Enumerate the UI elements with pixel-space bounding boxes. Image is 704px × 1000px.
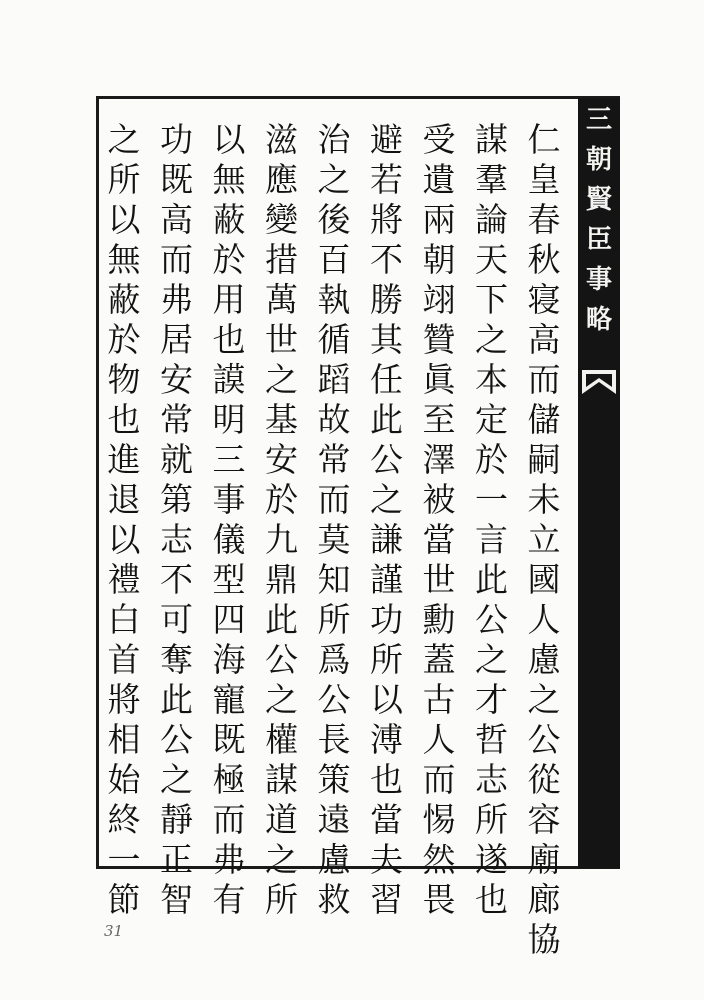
text-char: 謀: [265, 760, 298, 799]
text-char: 基: [265, 400, 298, 439]
text-char: 蔽: [212, 200, 246, 239]
text-char: 溥: [370, 720, 403, 759]
text-char: 以: [212, 120, 246, 159]
text-char: 於: [265, 480, 298, 519]
text-char: 至: [422, 400, 456, 439]
text-char: 之: [265, 360, 298, 399]
text-char: 當: [370, 800, 403, 839]
text-char: 蔽: [107, 280, 141, 319]
text-char: 而: [317, 480, 351, 519]
text-char: 莫: [317, 520, 351, 559]
text-char: 不: [370, 240, 403, 279]
text-char: 應: [265, 160, 298, 199]
text-char: 明: [212, 400, 246, 439]
text-char: 勝: [370, 280, 403, 319]
title-char: 朝: [585, 145, 612, 175]
text-char: 公: [370, 440, 403, 479]
text-column: [314, 120, 354, 919]
text-char: 若: [370, 160, 403, 199]
text-char: 首: [107, 640, 141, 679]
text-char: 從: [527, 760, 561, 799]
text-char: 公: [160, 720, 193, 759]
text-char: 型: [212, 560, 246, 599]
text-char: 故: [317, 400, 351, 439]
text-char: 變: [265, 200, 298, 239]
text-char: 古: [422, 680, 456, 719]
text-char: 而: [160, 240, 193, 279]
text-char: 論: [475, 200, 508, 239]
text-char: 公: [475, 600, 508, 639]
text-char: 始: [107, 760, 141, 799]
text-char: 一: [475, 480, 508, 519]
text-char: 世: [422, 560, 456, 599]
text-char: 措: [265, 240, 298, 279]
text-char: 執: [317, 280, 351, 319]
text-char: 極: [212, 760, 246, 799]
text-char: 遂: [475, 840, 508, 879]
text-char: 廟: [527, 840, 561, 879]
text-char: 權: [265, 720, 298, 759]
text-char: 奪: [160, 640, 193, 679]
text-char: 九: [265, 520, 298, 559]
text-char: 受: [422, 120, 456, 159]
text-char: 夫: [370, 840, 403, 879]
text-char: 功: [370, 600, 403, 639]
text-char: 遺: [422, 160, 456, 199]
text-char: 之: [317, 160, 351, 199]
text-char: 之: [160, 760, 193, 799]
text-char: 仁: [527, 120, 561, 159]
text-char: 所: [475, 800, 508, 839]
text-char: 此: [265, 600, 298, 639]
text-char: 眞: [422, 360, 456, 399]
text-char: 智: [160, 880, 193, 919]
text-char: 於: [107, 320, 141, 359]
text-char: 而: [212, 800, 246, 839]
text-char: 一: [107, 840, 141, 879]
text-char: 高: [160, 200, 193, 239]
text-char: 公: [265, 640, 298, 679]
text-char: 靜: [160, 800, 193, 839]
text-char: 之: [265, 840, 298, 879]
text-char: 畏: [422, 880, 456, 919]
text-char: 所: [317, 600, 351, 639]
text-char: 儲: [527, 400, 561, 439]
text-char: 之: [475, 640, 508, 679]
text-char: 於: [475, 440, 508, 479]
text-char: 朝: [422, 240, 456, 279]
text-char: 廊: [527, 880, 561, 919]
folio-mark: 31: [104, 922, 124, 940]
text-char: 之: [107, 120, 141, 159]
text-char: 於: [212, 240, 246, 279]
text-char: 立: [527, 520, 561, 559]
text-column: [419, 120, 459, 919]
text-char: 無: [212, 160, 246, 199]
text-char: 被: [422, 480, 456, 519]
text-char: 就: [160, 440, 193, 479]
text-char: 治: [317, 120, 351, 159]
book-title-strip: [584, 100, 614, 340]
text-char: 之: [475, 320, 508, 359]
text-char: 救: [317, 880, 351, 919]
text-char: 下: [475, 280, 508, 319]
title-char: 賢: [585, 185, 612, 215]
text-char: 後: [317, 200, 351, 239]
text-char: 所: [370, 640, 403, 679]
title-char: 事: [585, 265, 612, 295]
text-char: 用: [212, 280, 246, 319]
text-char: 避: [370, 120, 403, 159]
text-char: 節: [107, 880, 141, 919]
text-char: 世: [265, 320, 298, 359]
text-char: 既: [212, 720, 246, 759]
text-char: 將: [370, 200, 403, 239]
text-char: 而: [527, 360, 561, 399]
text-char: 禮: [107, 560, 141, 599]
text-char: 任: [370, 360, 403, 399]
text-char: 之: [370, 480, 403, 519]
text-char: 而: [422, 760, 456, 799]
text-column: [209, 120, 249, 919]
text-char: 人: [422, 720, 456, 759]
text-char: 皇: [527, 160, 561, 199]
text-char: 之: [265, 680, 298, 719]
title-char: 略: [585, 305, 612, 335]
text-char: 以: [107, 200, 141, 239]
text-char: 謙: [370, 520, 403, 559]
text-char: 道: [265, 800, 298, 839]
text-char: 也: [212, 320, 246, 359]
text-char: 鼎: [265, 560, 298, 599]
text-char: 萬: [265, 280, 298, 319]
text-char: 勳: [422, 600, 456, 639]
text-char: 哲: [475, 720, 508, 759]
text-char: 也: [370, 760, 403, 799]
text-char: 也: [475, 880, 508, 919]
text-char: 安: [265, 440, 298, 479]
text-char: 此: [475, 560, 508, 599]
frame-border-left: [96, 96, 99, 868]
text-column: [524, 120, 564, 959]
text-char: 謀: [475, 120, 508, 159]
text-char: 安: [160, 360, 193, 399]
text-char: 白: [107, 600, 141, 639]
text-char: 策: [317, 760, 351, 799]
fishtail-mark-icon: [580, 368, 618, 396]
text-char: 之: [527, 680, 561, 719]
text-char: 終: [107, 800, 141, 839]
text-char: 惕: [422, 800, 456, 839]
text-char: 無: [107, 240, 141, 279]
text-char: 循: [317, 320, 351, 359]
text-char: 國: [527, 560, 561, 599]
text-char: 常: [160, 400, 193, 439]
text-char: 蓋: [422, 640, 456, 679]
text-char: 功: [160, 120, 193, 159]
text-char: 正: [160, 840, 193, 879]
text-char: 退: [107, 480, 141, 519]
text-char: 贊: [422, 320, 456, 359]
text-char: 物: [107, 360, 141, 399]
text-char: 當: [422, 520, 456, 559]
text-char: 百: [317, 240, 351, 279]
text-char: 所: [107, 160, 141, 199]
text-char: 春: [527, 200, 561, 239]
text-char: 慮: [527, 640, 561, 679]
text-column: [262, 120, 302, 919]
text-char: 寝: [527, 280, 561, 319]
text-char: 此: [160, 680, 193, 719]
text-char: 第: [160, 480, 193, 519]
text-char: 本: [475, 360, 508, 399]
text-char: 三: [212, 440, 246, 479]
text-char: 人: [527, 600, 561, 639]
text-char: 長: [317, 720, 351, 759]
text-char: 謹: [370, 560, 403, 599]
text-char: 嗣: [527, 440, 561, 479]
text-char: 志: [160, 520, 193, 559]
text-char: 言: [475, 520, 508, 559]
text-char: 謨: [212, 360, 246, 399]
title-char: 三: [585, 105, 612, 135]
text-char: 定: [475, 400, 508, 439]
text-char: 可: [160, 600, 193, 639]
text-char: 翊: [422, 280, 456, 319]
text-char: 居: [160, 320, 193, 359]
text-char: 然: [422, 840, 456, 879]
title-char: 臣: [585, 225, 612, 255]
text-char: 海: [212, 640, 246, 679]
text-char: 事: [212, 480, 246, 519]
text-char: 羣: [475, 160, 508, 199]
text-char: 四: [212, 600, 246, 639]
text-char: 所: [265, 880, 298, 919]
text-char: 常: [317, 440, 351, 479]
text-char: 公: [317, 680, 351, 719]
text-char: 既: [160, 160, 193, 199]
text-char: 高: [527, 320, 561, 359]
text-char: 儀: [212, 520, 246, 559]
text-char: 習: [370, 880, 403, 919]
text-column: [472, 120, 512, 919]
text-char: 澤: [422, 440, 456, 479]
text-char: 知: [317, 560, 351, 599]
text-char: 志: [475, 760, 508, 799]
text-char: 天: [475, 240, 508, 279]
text-column: [104, 120, 144, 919]
text-char: 協: [527, 920, 561, 959]
text-char: 寵: [212, 680, 246, 719]
text-char: 未: [527, 480, 561, 519]
text-char: 不: [160, 560, 193, 599]
text-char: 此: [370, 400, 403, 439]
text-char: 將: [107, 680, 141, 719]
text-char: 進: [107, 440, 141, 479]
text-char: 蹈: [317, 360, 351, 399]
text-char: 才: [475, 680, 508, 719]
text-column: [367, 120, 407, 919]
text-char: 其: [370, 320, 403, 359]
text-char: 遠: [317, 800, 351, 839]
text-char: 慮: [317, 840, 351, 879]
text-char: 兩: [422, 200, 456, 239]
text-char: 秋: [527, 240, 561, 279]
frame-border-top: [96, 96, 620, 99]
text-column: [157, 120, 197, 919]
text-char: 容: [527, 800, 561, 839]
text-char: 有: [212, 880, 246, 919]
text-char: 弗: [212, 840, 246, 879]
text-char: 爲: [317, 640, 351, 679]
text-char: 以: [107, 520, 141, 559]
text-char: 弗: [160, 280, 193, 319]
text-char: 相: [107, 720, 141, 759]
text-char: 以: [370, 680, 403, 719]
text-char: 公: [527, 720, 561, 759]
text-char: 也: [107, 400, 141, 439]
text-char: 滋: [265, 120, 298, 159]
